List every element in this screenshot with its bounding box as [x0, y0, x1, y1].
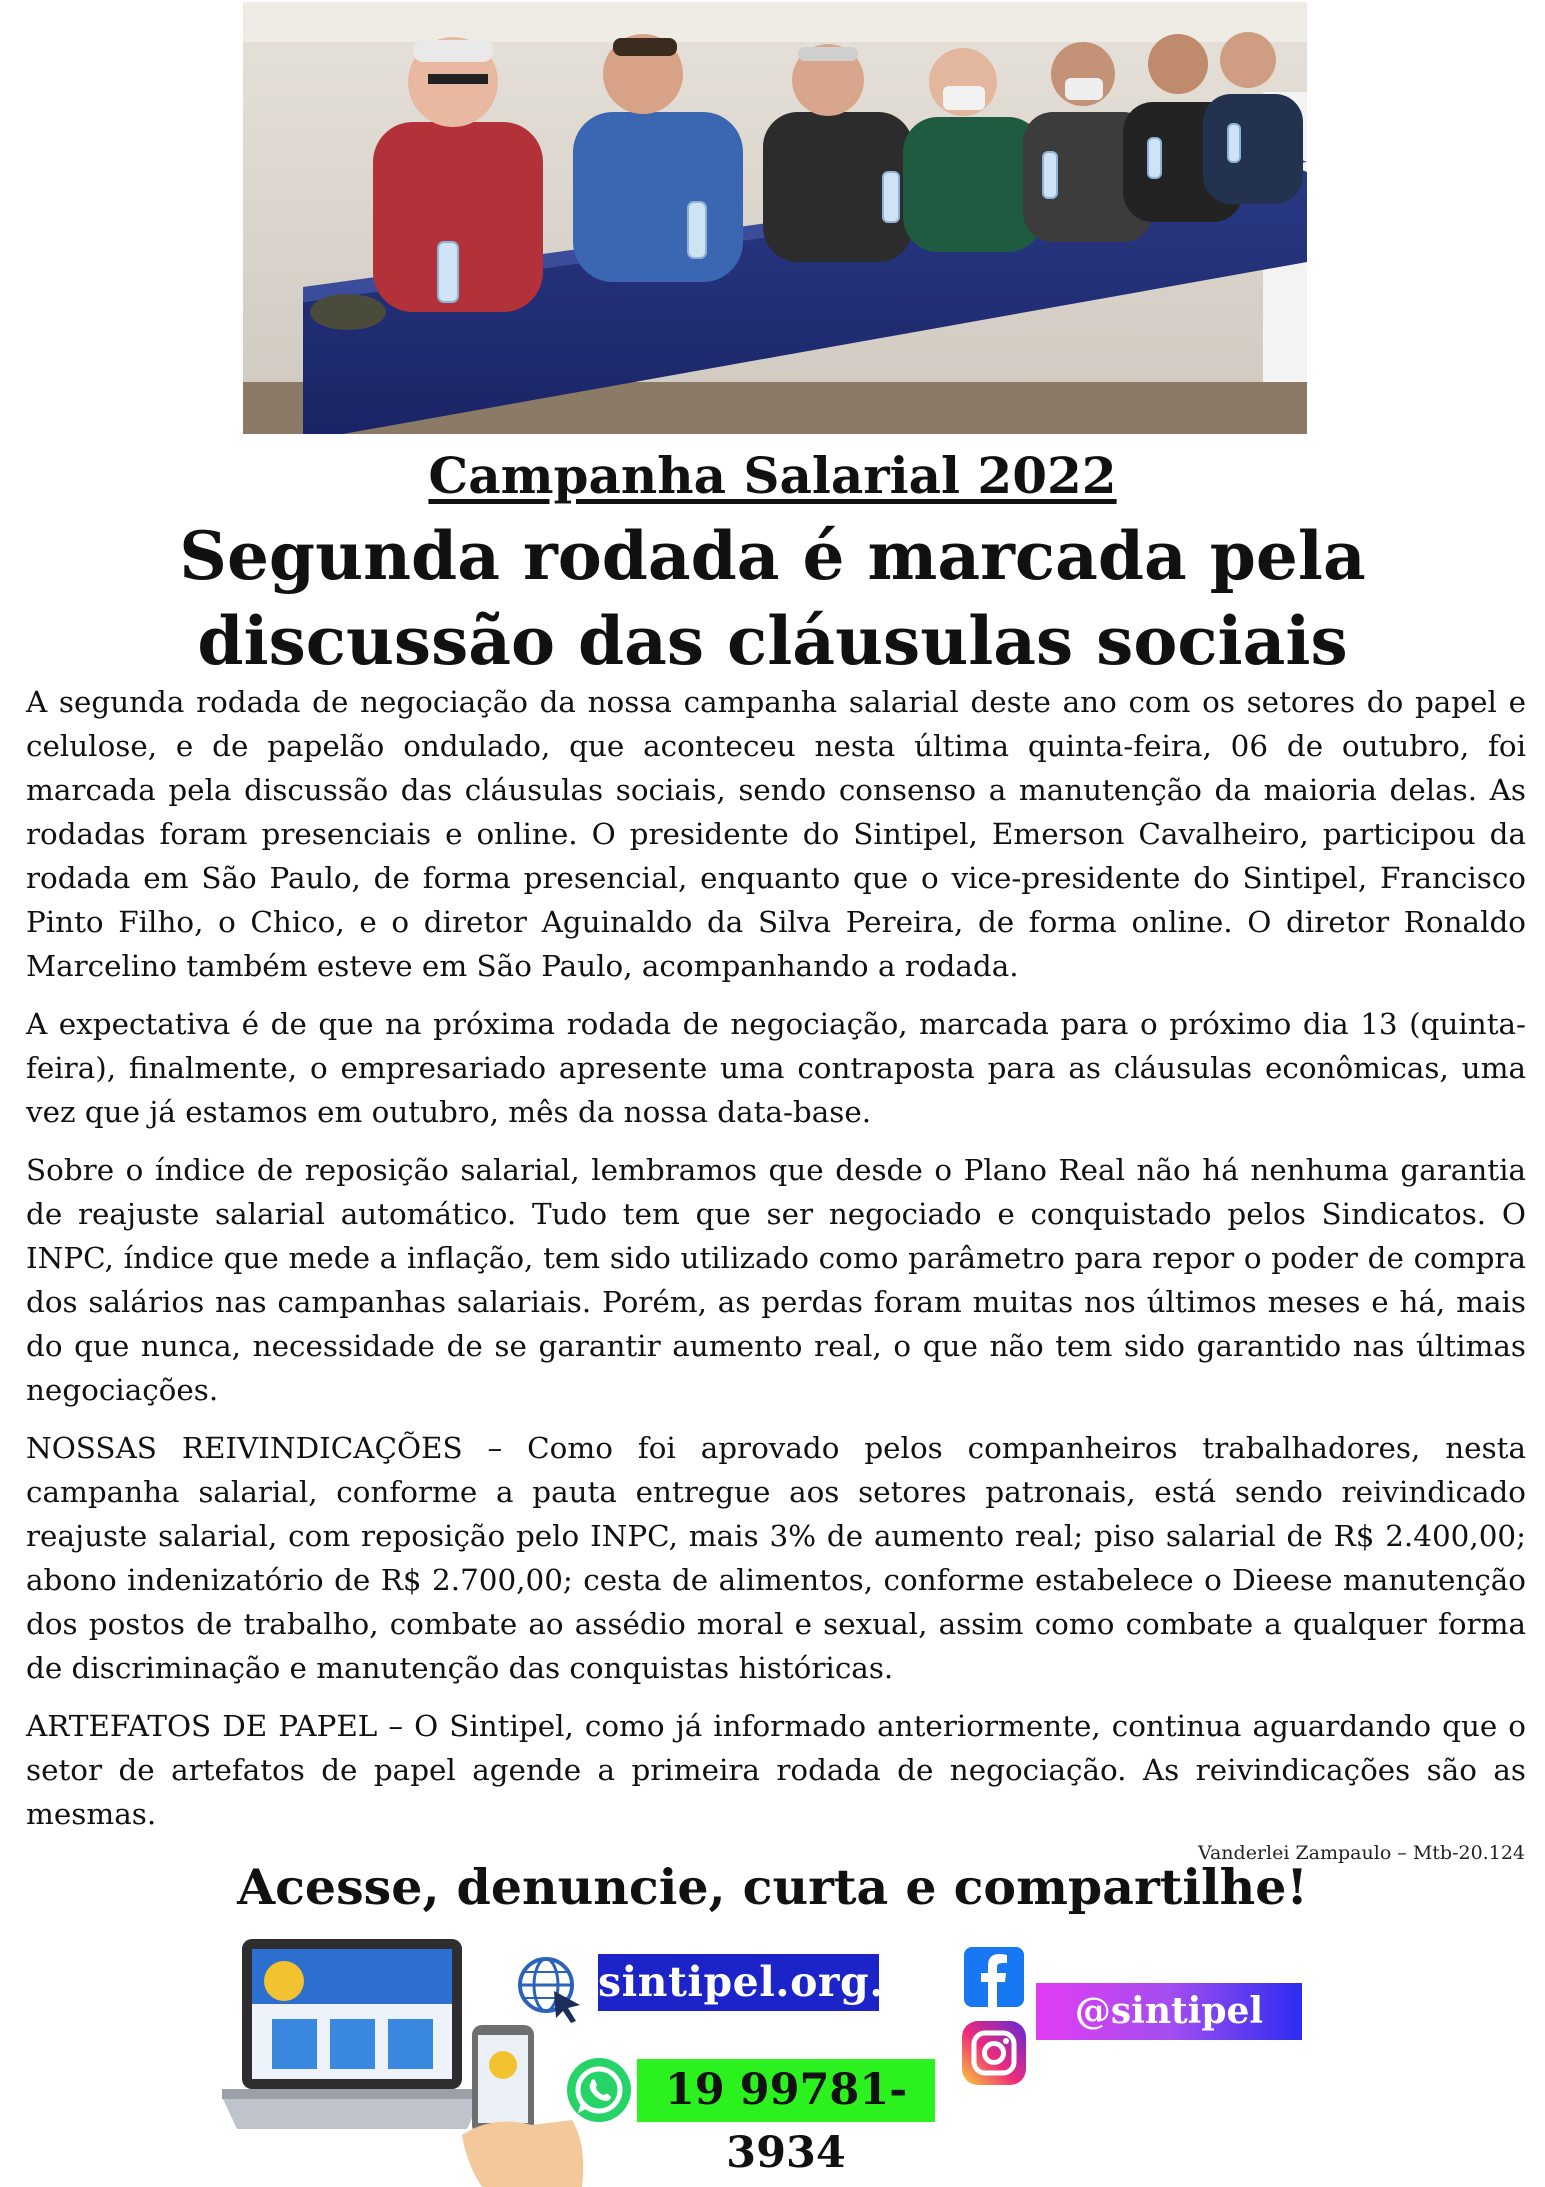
headline-line-1: Segunda rodada é marcada pela	[179, 517, 1366, 595]
campaign-kicker: Campanha Salarial 2022	[428, 446, 1117, 505]
article-paragraph-1: A segunda rodada de negociação da nossa campanha salarial deste ano com os setores do papel e celulose, e de papelão ondulado, que aconteceu nesta última quinta-feira, 06 de outubro, foi marcada pela discussão das cláusulas sociais, sendo consenso a manutenção da maioria delas. As rodadas foram presenciais e online. O presidente do Sintipel, Emerson Cavalheiro, participou da rodada em São Paulo, de forma presencial, enquanto que o vice-presidente do Sintipel, Francisco Pinto Filho, o Chico, e o diretor Aguinaldo da Silva Pereira, de forma online. O diretor Ronaldo Marcelino também esteve em São Paulo, acompanhando a rodada.	[26, 685, 1526, 983]
laptop-icon	[222, 1939, 482, 2139]
whatsapp-number[interactable]: 19 99781-3934	[637, 2059, 935, 2122]
globe-cursor-icon	[516, 1955, 584, 2023]
headline-line-2: discussão das cláusulas sociais	[197, 602, 1348, 680]
facebook-icon[interactable]	[964, 1947, 1024, 2007]
call-to-action: Acesse, denuncie, curta e compartilhe!	[237, 1858, 1308, 1916]
byline: Vanderlei Zampaulo – Mtb-20.124	[1198, 1842, 1525, 1864]
article-paragraph-5: ARTEFATOS DE PAPEL – O Sintipel, como já informado anteriormente, continua aguardando que o setor de artefatos de papel agende a primeira rodada de negociação. As reivindicações são as mesmas.	[26, 1709, 1526, 1831]
whatsapp-icon[interactable]	[564, 2055, 634, 2125]
article-paragraph-2: A expectativa é de que na próxima rodada de negociação, marcada para o próximo dia 13 (quinta-feira), finalmente, o empresariado apresente uma contraposta para as cláusulas econômicas, uma vez que já estamos em outubro, mês da nossa data-base.	[26, 1007, 1526, 1129]
article-paragraph-3: Sobre o índice de reposição salarial, lembramos que desde o Plano Real não há nenhuma garantia de reajuste salarial automático. Tudo tem que ser negociado e conquistado pelos Sindicatos. O INPC, índice que mede a inflação, tem sido utilizado como parâmetro para repor o poder de compra dos salários nas campanhas salariais. Porém, as perdas foram muitas nos últimos meses e há, mais do que nunca, necessidade de se garantir aumento real, o que não tem sido garantido nas últimas negociações.	[26, 1153, 1526, 1407]
website-link[interactable]: sintipel.org.br	[598, 1954, 879, 2011]
meeting-photo-illustration	[243, 2, 1307, 434]
meeting-photo	[243, 2, 1307, 434]
social-handle[interactable]: @sintipel	[1036, 1983, 1302, 2040]
footer-contacts	[0, 1925, 1545, 2187]
article-paragraph-4: NOSSAS REIVINDICAÇÕES – Como foi aprovado pelos companheiros trabalhadores, nesta campanha salarial, conforme a pauta entregue aos setores patronais, está sendo reivindicado reajuste salarial, com reposição pelo INPC, mais 3% de aumento real; piso salarial de R$ 2.400,00; abono indenizatório de R$ 2.700,00; cesta de alimentos, conforme estabelece o Dieese manutenção dos postos de trabalho, combate ao assédio moral e sexual, assim como combate a qualquer forma de discriminação e manutenção das conquistas históricas.	[26, 1431, 1526, 1685]
headline	[120, 514, 1425, 684]
instagram-icon[interactable]	[962, 2021, 1026, 2085]
article-body	[26, 680, 1526, 1850]
